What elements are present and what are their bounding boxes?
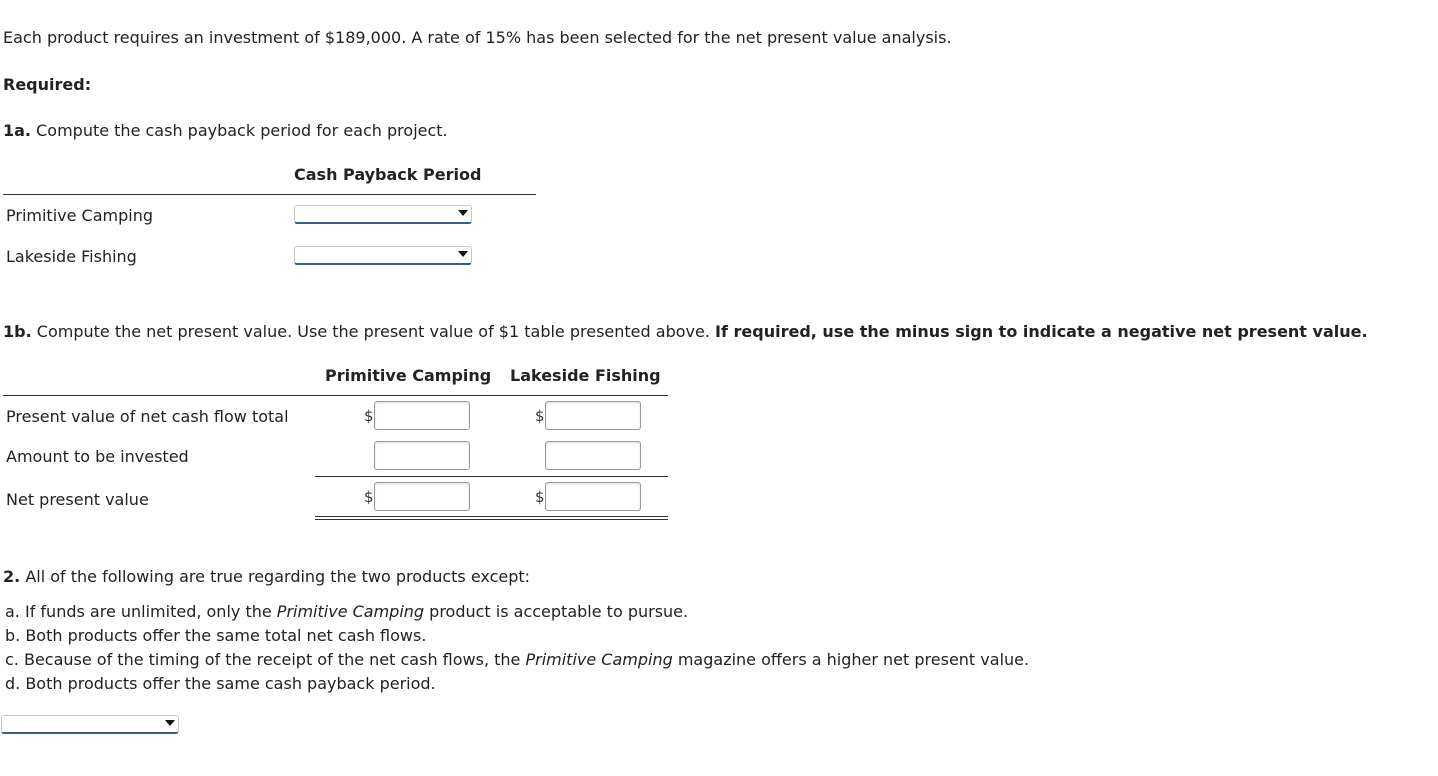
row-label-primitive-camping: Primitive Camping — [6, 206, 153, 225]
option-b-text: b. Both products offer the same total net cash flows. — [5, 626, 427, 645]
npv-lakeside-input[interactable] — [545, 482, 641, 511]
payback-select-primitive-camping[interactable] — [294, 205, 472, 224]
part-2-instruction — [3, 567, 530, 586]
chevron-down-icon — [165, 720, 175, 726]
subtotal-rule — [315, 476, 668, 477]
col-header-lakeside-fishing: Lakeside Fishing — [510, 366, 661, 385]
option-c — [5, 648, 1029, 672]
intro-text: Each product requires an investment of $189,000. A rate of 15% has been selected for the net present value analysis. — [3, 28, 952, 47]
part-1a-number: 1a. — [3, 121, 32, 140]
pv-net-cash-flow-primitive-input[interactable] — [374, 401, 470, 430]
table-1b-header-rule — [3, 395, 668, 396]
part-1b-instruction — [3, 322, 1368, 341]
currency-symbol: $ — [364, 488, 374, 506]
total-double-rule — [315, 516, 668, 520]
part-2-number: 2. — [3, 567, 21, 586]
option-a-emphasis: Primitive Camping — [276, 602, 425, 621]
table-1a-header-rule — [3, 194, 536, 195]
currency-symbol: $ — [535, 488, 545, 506]
answer-options-list — [5, 600, 1029, 696]
amount-invested-lakeside-input[interactable] — [545, 441, 641, 470]
pv-net-cash-flow-lakeside-input[interactable] — [545, 401, 641, 430]
row-label-lakeside-fishing: Lakeside Fishing — [6, 247, 137, 266]
option-b — [5, 624, 1029, 648]
part-1b-text: Compute the net present value. Use the present value of $1 table presented above. — [36, 322, 710, 341]
payback-select-lakeside-fishing[interactable] — [294, 246, 472, 265]
part-1b-number: 1b. — [3, 322, 32, 341]
cash-payback-header: Cash Payback Period — [294, 165, 482, 184]
option-c-emphasis: Primitive Camping — [525, 650, 673, 669]
npv-primitive-input[interactable] — [374, 482, 470, 511]
part-2-answer-select[interactable] — [1, 715, 179, 734]
option-a — [5, 600, 1029, 624]
part-1b-bold-text: If required, use the minus sign to indicate a negative net present value. — [715, 322, 1368, 341]
option-c-text: c. Because of the timing of the receipt of the net cash flows, the — [5, 650, 526, 669]
currency-symbol: $ — [535, 407, 545, 425]
row-label-pv-net-cash-flow: Present value of net cash flow total — [6, 407, 289, 426]
option-d — [5, 672, 1029, 696]
amount-invested-primitive-input[interactable] — [374, 441, 470, 470]
currency-symbol: $ — [364, 407, 374, 425]
part-1a-instruction — [3, 121, 448, 140]
required-label: Required: — [3, 75, 92, 94]
row-label-amount-invested: Amount to be invested — [6, 447, 189, 466]
option-c-text-end: magazine offers a higher net present value. — [672, 650, 1030, 669]
chevron-down-icon — [458, 251, 468, 257]
option-a-text-end: product is acceptable to pursue. — [424, 602, 689, 621]
part-2-text: All of the following are true regarding the two products except: — [25, 567, 531, 586]
chevron-down-icon — [458, 210, 468, 216]
option-d-text: d. Both products offer the same cash payback period. — [5, 674, 436, 693]
part-1a-text: Compute the cash payback period for each project. — [36, 121, 448, 140]
row-label-net-present-value: Net present value — [6, 490, 149, 509]
option-a-text: a. If funds are unlimited, only the — [5, 602, 277, 621]
col-header-primitive-camping: Primitive Camping — [325, 366, 492, 385]
